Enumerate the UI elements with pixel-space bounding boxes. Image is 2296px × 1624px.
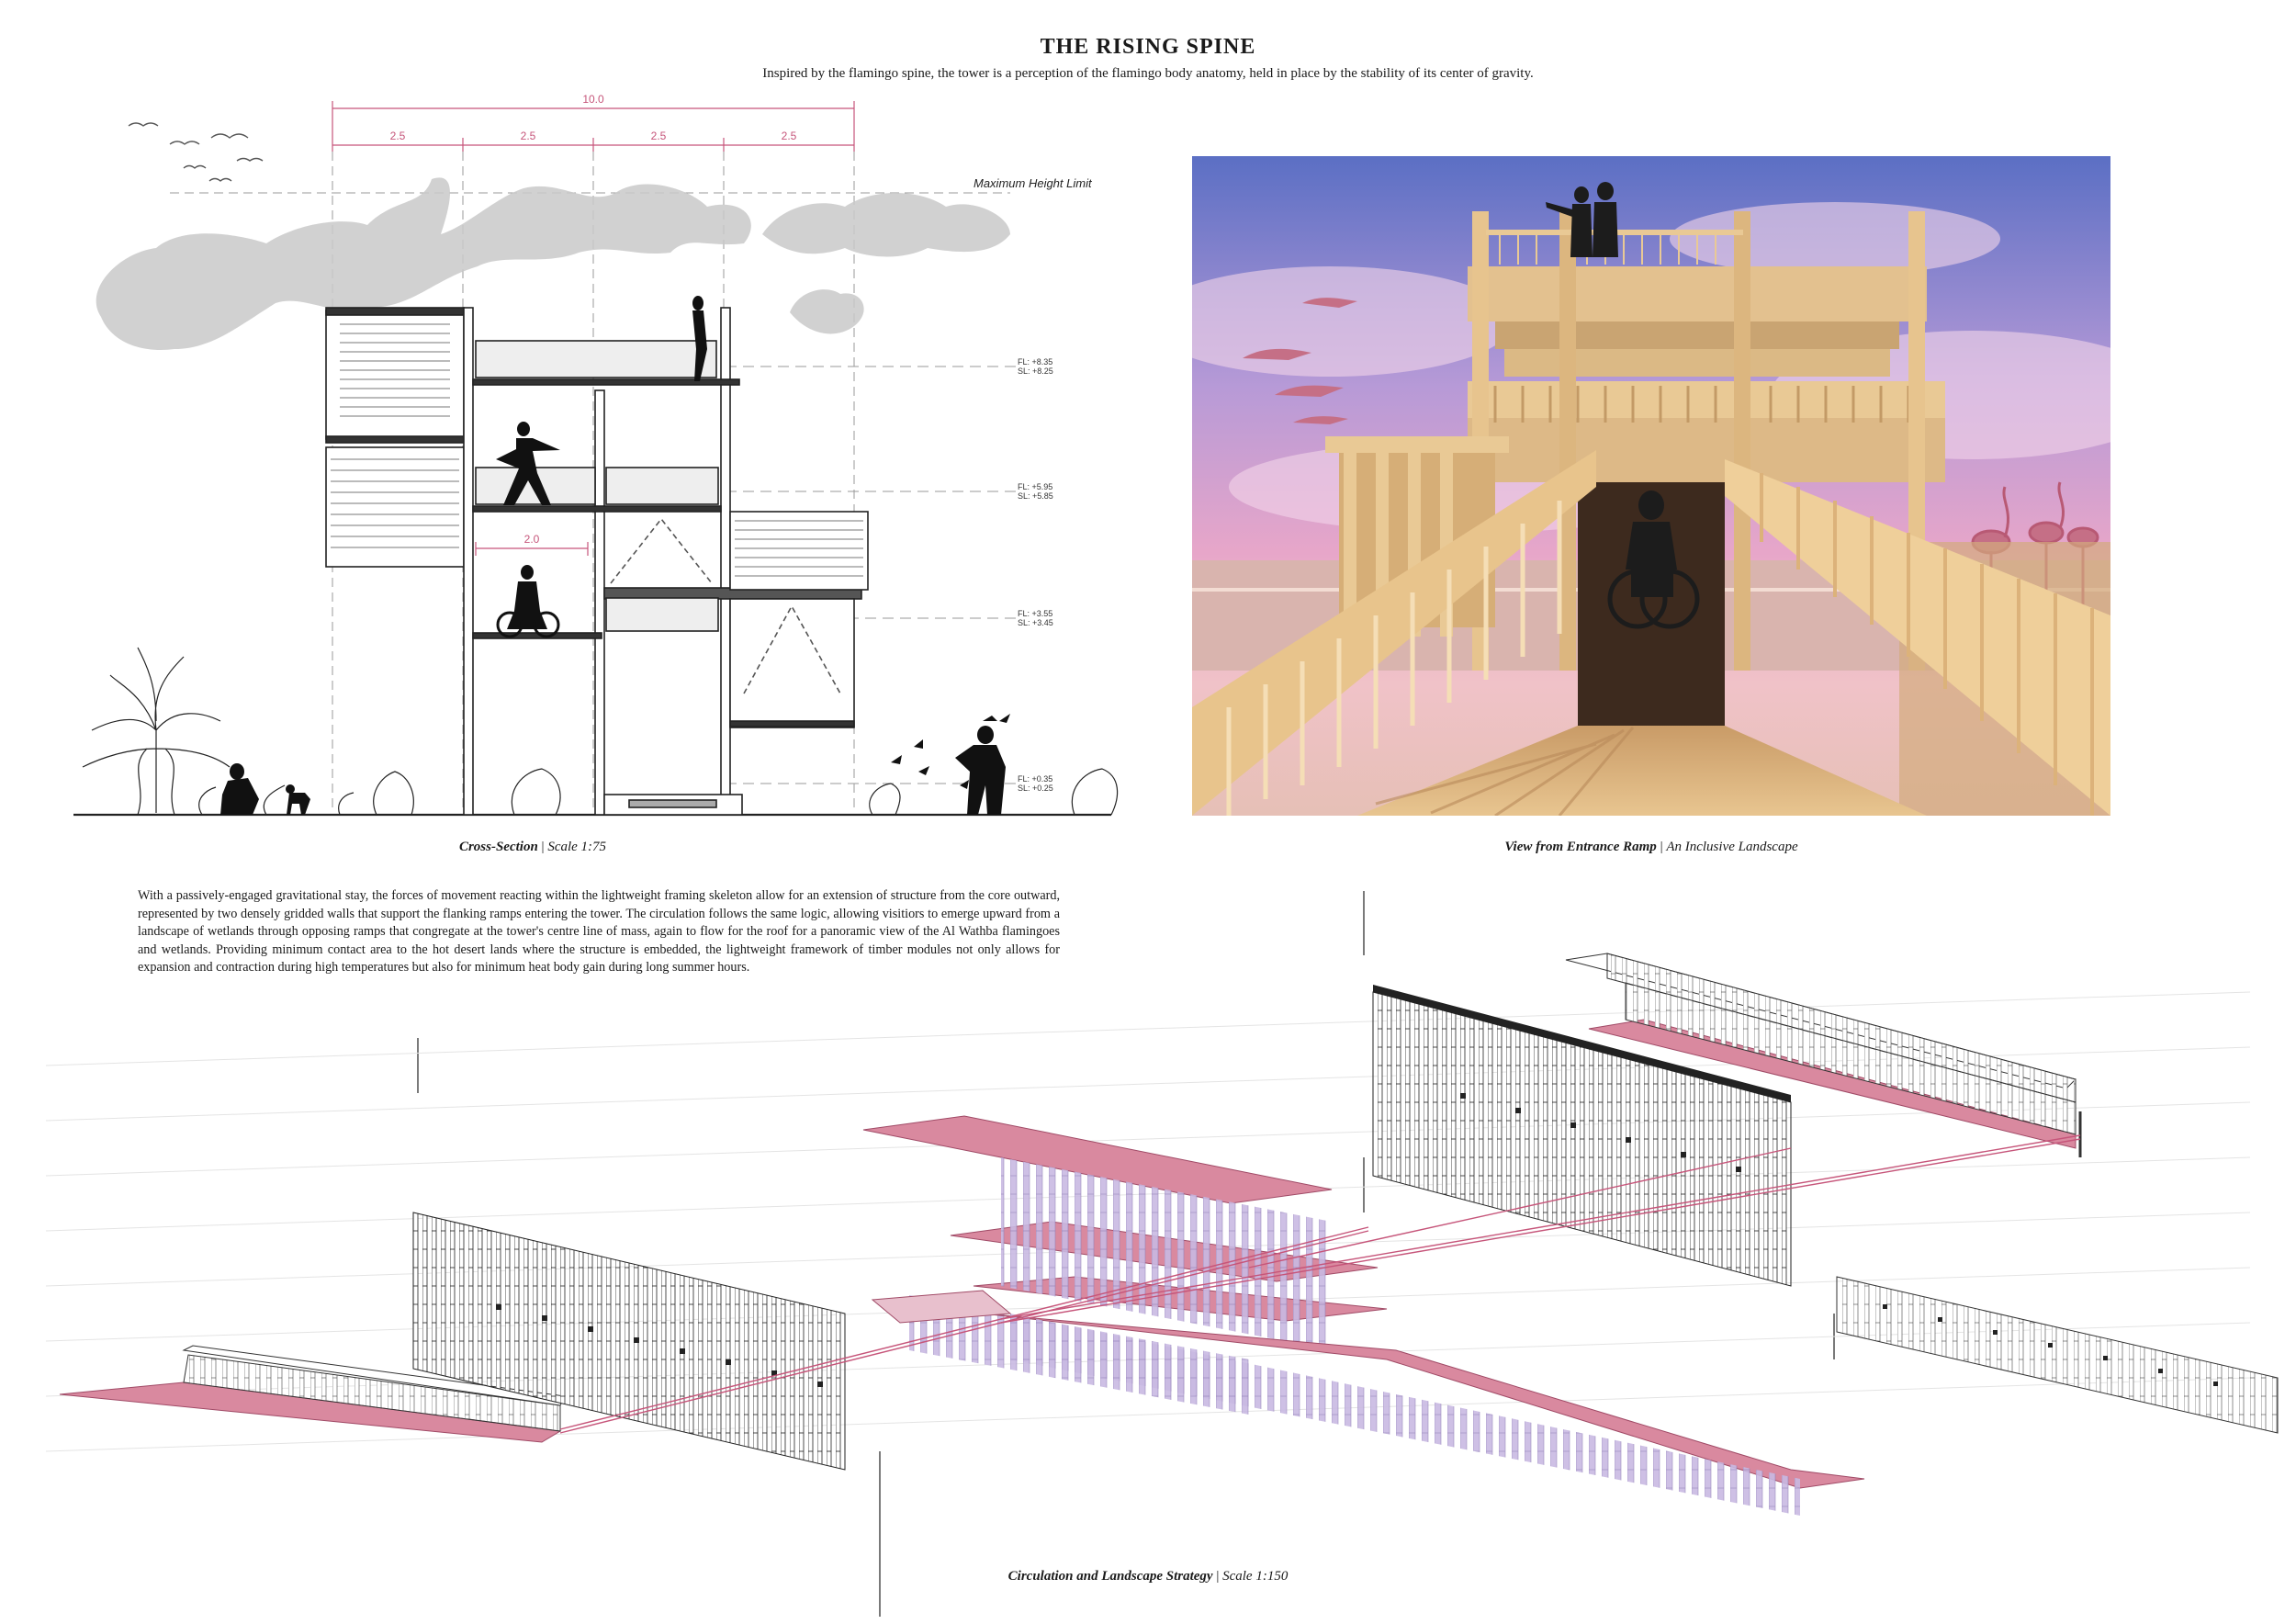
level-tags xyxy=(1018,357,1053,793)
caption-title: View from Entrance Ramp xyxy=(1504,840,1657,854)
right-extension-rail xyxy=(1837,1277,2278,1433)
overall-dimension-label: 10.0 xyxy=(582,93,604,106)
entrance-ramp-render xyxy=(1192,156,2110,816)
level-fl: FL: +0.35 xyxy=(1018,774,1053,784)
cloud-hatch xyxy=(96,177,1010,350)
caption-scale: Scale 1:150 xyxy=(1222,1569,1289,1584)
module-dimension-label: 2.5 xyxy=(650,130,667,142)
level-sl: SL: +5.85 xyxy=(1018,491,1053,501)
render-caption: View from Entrance Ramp | An Inclusive Landscape xyxy=(1504,840,1798,854)
axo-caption: Circulation and Landscape Strategy | Scale 1:150 xyxy=(1007,1569,1289,1584)
level-fl: FL: +5.95 xyxy=(1018,482,1053,491)
birds-sketch xyxy=(129,123,263,181)
max-height-label: Maximum Height Limit xyxy=(974,176,1092,190)
cross-section-caption: Cross-Section | Scale 1:75 xyxy=(458,840,607,854)
page-title: THE RISING SPINE xyxy=(1040,35,1256,59)
caption-title: Circulation and Landscape Strategy xyxy=(1007,1569,1213,1584)
module-dimension-label: 2.5 xyxy=(781,130,797,142)
cross-section-drawing xyxy=(64,87,1130,822)
caption-subtitle: An Inclusive Landscape xyxy=(1666,840,1798,854)
tower-section xyxy=(326,308,868,815)
body-paragraph: With a passively-engaged gravitational stay, the forces of movement reacting within the lightweight framing skeleton allow for an extension of structure from the core outward, represented by two densely gridded walls that support the flanking ramps entering the tower. The circulation follows the same logic, allowing visitiors to emerge upward from a landscape of wetlands through opposing ramps that congregate at the tower's centre line of mass, again to flow for the roof for a panoramic view of the Al Wathba flamingoes and wetlands. Providing minimum contact area to the hot desert lands where the structure is embedded, the lightweight framework of timber modules not only allows for expansion and contraction during high temperatures but also for minimum heat body gain during long summer hours. xyxy=(138,888,1060,975)
caption-scale: Scale 1:75 xyxy=(547,840,607,854)
level-sl: SL: +8.25 xyxy=(1018,367,1053,376)
level-sl: SL: +0.25 xyxy=(1018,784,1053,793)
level-fl: FL: +8.35 xyxy=(1018,357,1053,367)
module-dimension-label: 2.5 xyxy=(389,130,406,142)
module-dimension-label: 2.5 xyxy=(520,130,536,142)
page-subtitle: Inspired by the flamingo spine, the tower is a perception of the flamingo body anatomy, held in place by the stability of its center of gravity. xyxy=(762,66,1534,81)
dimension-lines xyxy=(332,101,854,152)
level-fl: FL: +3.55 xyxy=(1018,609,1053,618)
level-sl: SL: +3.45 xyxy=(1018,618,1053,627)
ramp-dimension-label: 2.0 xyxy=(523,533,540,546)
circulation-axonometric xyxy=(46,882,2287,1617)
caption-title: Cross-Section xyxy=(458,840,538,854)
